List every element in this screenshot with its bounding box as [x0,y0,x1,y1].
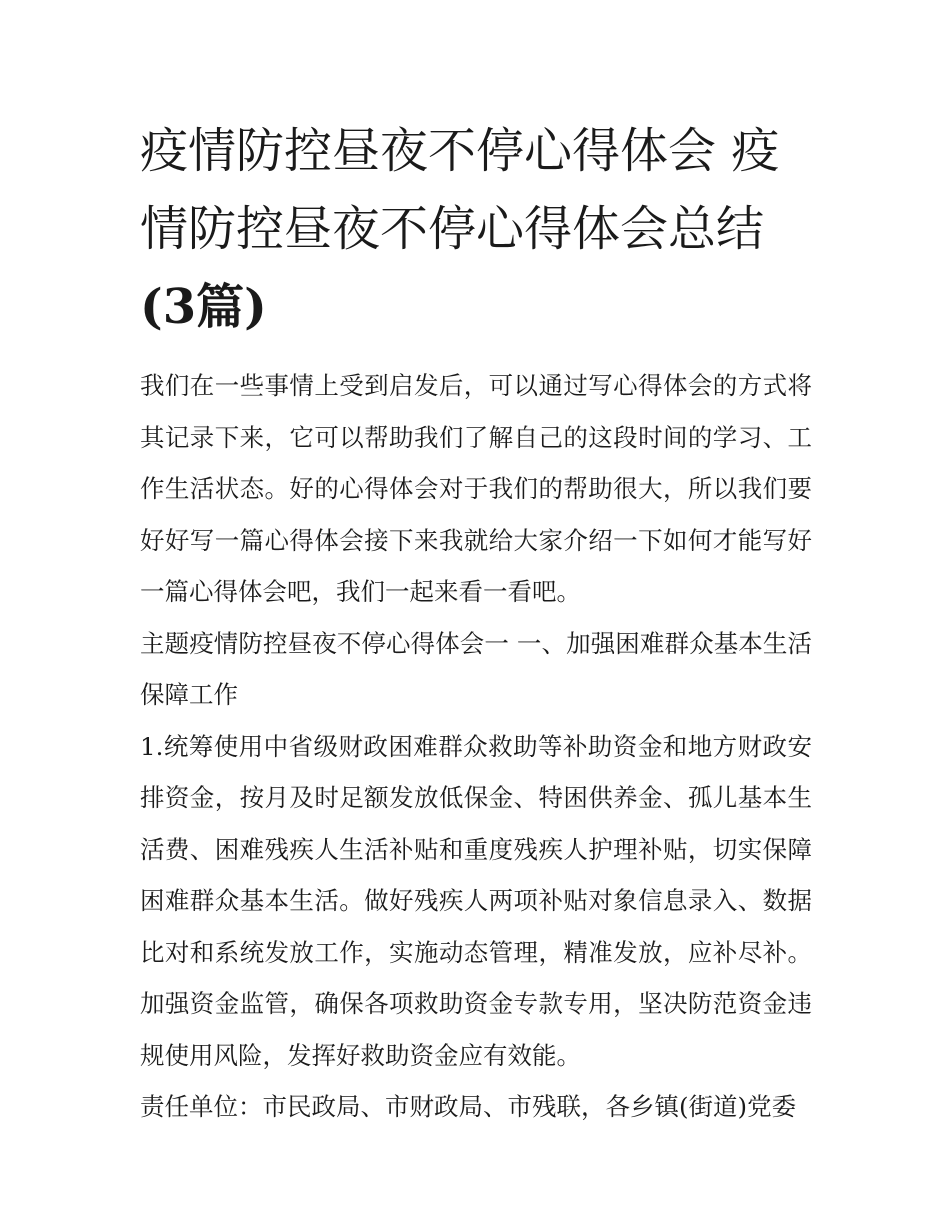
section-heading-paragraph: 主题疫情防控昼夜不停心得体会一 一、加强困难群众基本生活保障工作 [140,628,812,709]
document-title [140,112,812,346]
item-one-paragraph: 1.统筹使用中省级财政困难群众救助等补助资金和地方财政安排资金，按月及时足额发放低保金、特困供养金、孤儿基本生活费、困难残疾人生活补贴和重度残疾人护理补贴，切实保障困难群众基本生活。做好残疾人两项补贴对象信息录入、数据比对和系统发放工作，实施动态管理，精准发放，应补尽补。加强资金监管，确保各项救助资金专款专用，坚决防范资金违规使用风险，发挥好救助资金应有效能。 [140,731,812,1070]
title-suffix-text: (3篇) [140,279,267,335]
intro-paragraph: 我们在一些事情上受到启发后，可以通过写心得体会的方式将其记录下来，它可以帮助我们了解自己的这段时间的学习、工作生活状态。好的心得体会对于我们的帮助很大，所以我们要好好写一篇心得体会接下来我就给大家介绍一下如何才能写好一篇心得体会吧，我们一起来看一看吧。 [140,371,812,606]
responsible-units-paragraph: 责任单位：市民政局、市财政局、市残联，各乡镇(街道)党委 [140,1092,797,1121]
title-main-text: 疫情防控昼夜不停心得体会 疫情防控昼夜不停心得体会总结 [140,123,780,257]
document-page [140,112,812,1133]
